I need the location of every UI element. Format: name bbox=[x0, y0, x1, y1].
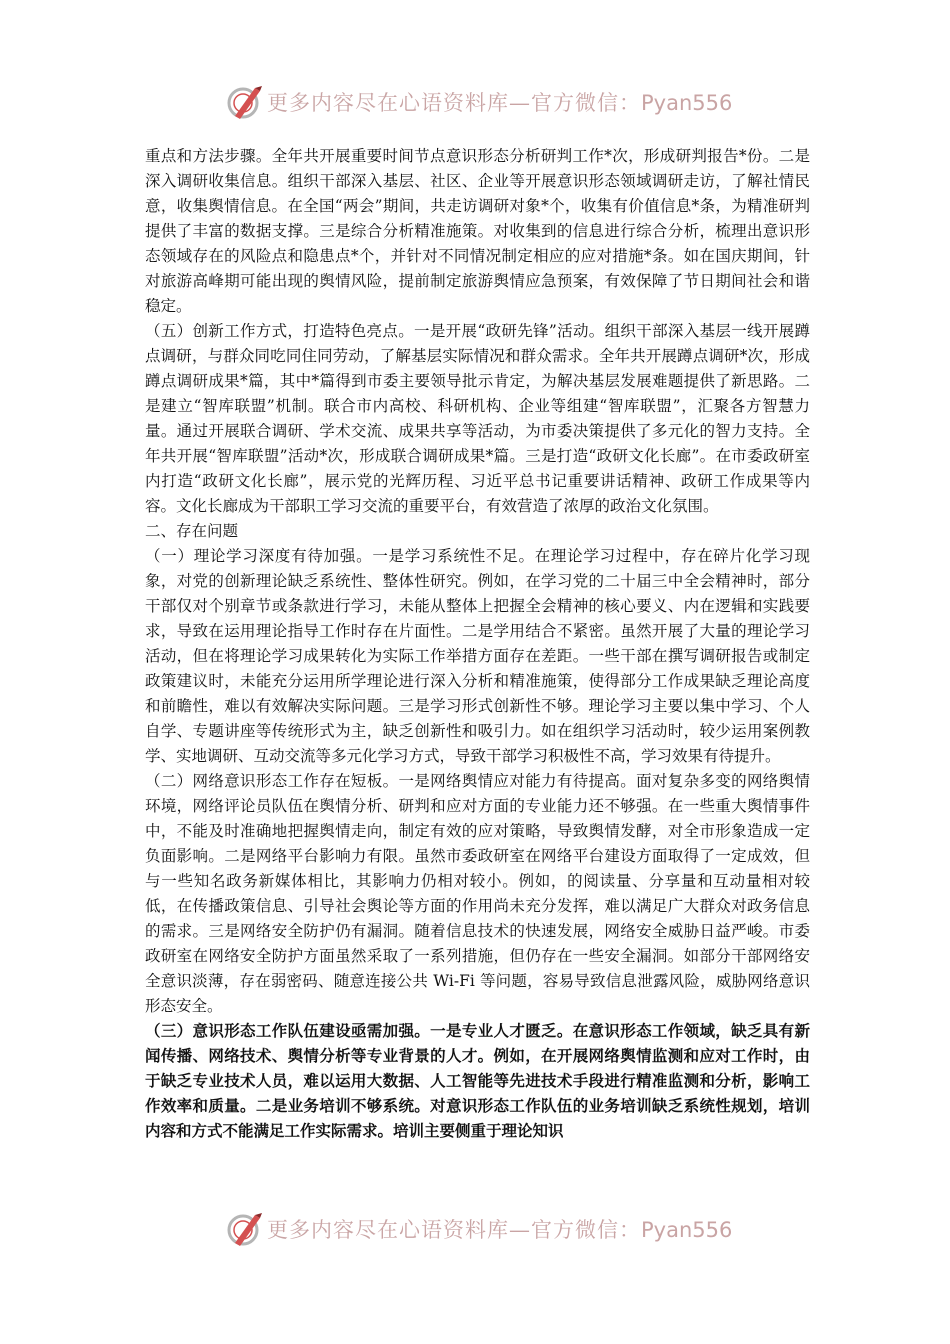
paragraph: （一）理论学习深度有待加强。一是学习系统性不足。在理论学习过程中，存在碎片化学习现象，对党的创新理论缺乏系统性、整体性研究。例如，在学习党的二十届三中全会精神时，部分干部仅对个别章节或条款进行学习，未能从整体上把握全会精神的核心要义、内在逻辑和实践要求，导致在运用理论指导工作时存在片面性。二是学用结合不紧密。虽然开展了大量的理论学习活动，但在将理论学习成果转化为实际工作举措方面存在差距。一些干部在撰写调研报告或制定政策建议时，未能充分运用所学理论进行深入分析和精准施策，使得部分工作成果缺乏理论高度和前瞻性，难以有效解决实际问题。三是学习形式创新性不够。理论学习主要以集中学习、个人自学、专题讲座等传统形式为主，缺乏创新性和吸引力。如在组织学习活动时，较少运用案例教学、实地调研、互动交流等多元化学习方式，导致干部学习积极性不高，学习效果有待提升。 bbox=[145, 547, 810, 765]
paragraph-bold: （三）意识形态工作队伍建设亟需加强。一是专业人才匮乏。在意识形态工作领域，缺乏具有新闻传播、网络技术、舆情分析等专业背景的人才。例如，在开展网络舆情监测和应对工作时，由于缺乏专业技术人员，难以运用大数据、人工智能等先进技术手段进行精准监测和分析，影响工作效率和质量。二是业务培训不够系统。对意识形态工作队伍的业务培训缺乏系统性规划，培训内容和方式不能满足工作实际需求。培训主要侧重于理论知识 bbox=[145, 1022, 810, 1140]
footer-banner bbox=[225, 1207, 745, 1251]
pen-logo-icon bbox=[225, 1209, 265, 1249]
pen-logo-icon bbox=[225, 82, 265, 122]
banner-text: 更多内容尽在心语资料库—官方微信：Pyan556 bbox=[267, 1218, 733, 1242]
paragraph: （二）网络意识形态工作存在短板。一是网络舆情应对能力有待提高。面对复杂多变的网络舆情环境，网络评论员队伍在舆情分析、研判和应对方面的专业能力还不够强。在一些重大舆情事件中，不能及时准确地把握舆情走向，制定有效的应对策略，导致舆情发酵，对全市形象造成一定负面影响。二是网络平台影响力有限。虽然市委政研室在网络平台建设方面取得了一定成效，但与一些知名政务新媒体相比，其影响力仍相对较小。例如，的阅读量、分享量和互动量相对较低，在传播政策信息、引导社会舆论等方面的作用尚未充分发挥，难以满足广大群众对政务信息的需求。三是网络安全防护仍有漏洞。随着信息技术的快速发展，网络安全威胁日益严峻。市委政研室在网络安全防护方面虽然采取了一系列措施，但仍存在一些安全漏洞。如部分干部网络安全意识淡薄，存在弱密码、随意连接公共 Wi-Fi 等问题，容易导致信息泄露风险，威胁网络意识形态安全。 bbox=[145, 772, 810, 1015]
wechat-id: Pyan556 bbox=[641, 91, 733, 115]
document-body bbox=[145, 144, 810, 1144]
section-heading: 二、存在问题 bbox=[145, 522, 239, 540]
header-banner bbox=[225, 80, 745, 124]
paragraph: 重点和方法步骤。全年共开展重要时间节点意识形态分析研判工作*次，形成研判报告*份。二是深入调研收集信息。组织干部深入基层、社区、企业等开展意识形态领域调研走访，了解社情民意，收集舆情信息。在全国“两会”期间，共走访调研对象*个，收集有价值信息*条，为精准研判提供了丰富的数据支撑。三是综合分析精准施策。对收集到的信息进行综合分析，梳理出意识形态领域存在的风险点和隐患点*个，并针对不同情况制定相应的应对措施*条。如在国庆期间，针对旅游高峰期可能出现的舆情风险，提前制定旅游舆情应急预案，有效保障了节日期间社会和谐稳定。 bbox=[145, 147, 810, 315]
paragraph: （五）创新工作方式，打造特色亮点。一是开展“政研先锋”活动。组织干部深入基层一线开展蹲点调研，与群众同吃同住同劳动，了解基层实际情况和群众需求。全年共开展蹲点调研*次，形成蹲点调研成果*篇，其中*篇得到市委主要领导批示肯定，为解决基层发展难题提供了新思路。二是建立“智库联盟”机制。联合市内高校、科研机构、企业等组建“智库联盟”，汇聚各方智慧力量。通过开展联合调研、学术交流、成果共享等活动，为市委决策提供了多元化的智力支持。全年共开展“智库联盟”活动*次，形成联合调研成果*篇。三是打造“政研文化长廊”。在市委政研室内打造“政研文化长廊”，展示党的光辉历程、习近平总书记重要讲话精神、政研工作成果等内容。文化长廊成为干部职工学习交流的重要平台，有效营造了浓厚的政治文化氛围。 bbox=[145, 322, 810, 515]
wechat-id: Pyan556 bbox=[641, 1218, 733, 1242]
banner-text: 更多内容尽在心语资料库—官方微信：Pyan556 bbox=[267, 91, 733, 115]
